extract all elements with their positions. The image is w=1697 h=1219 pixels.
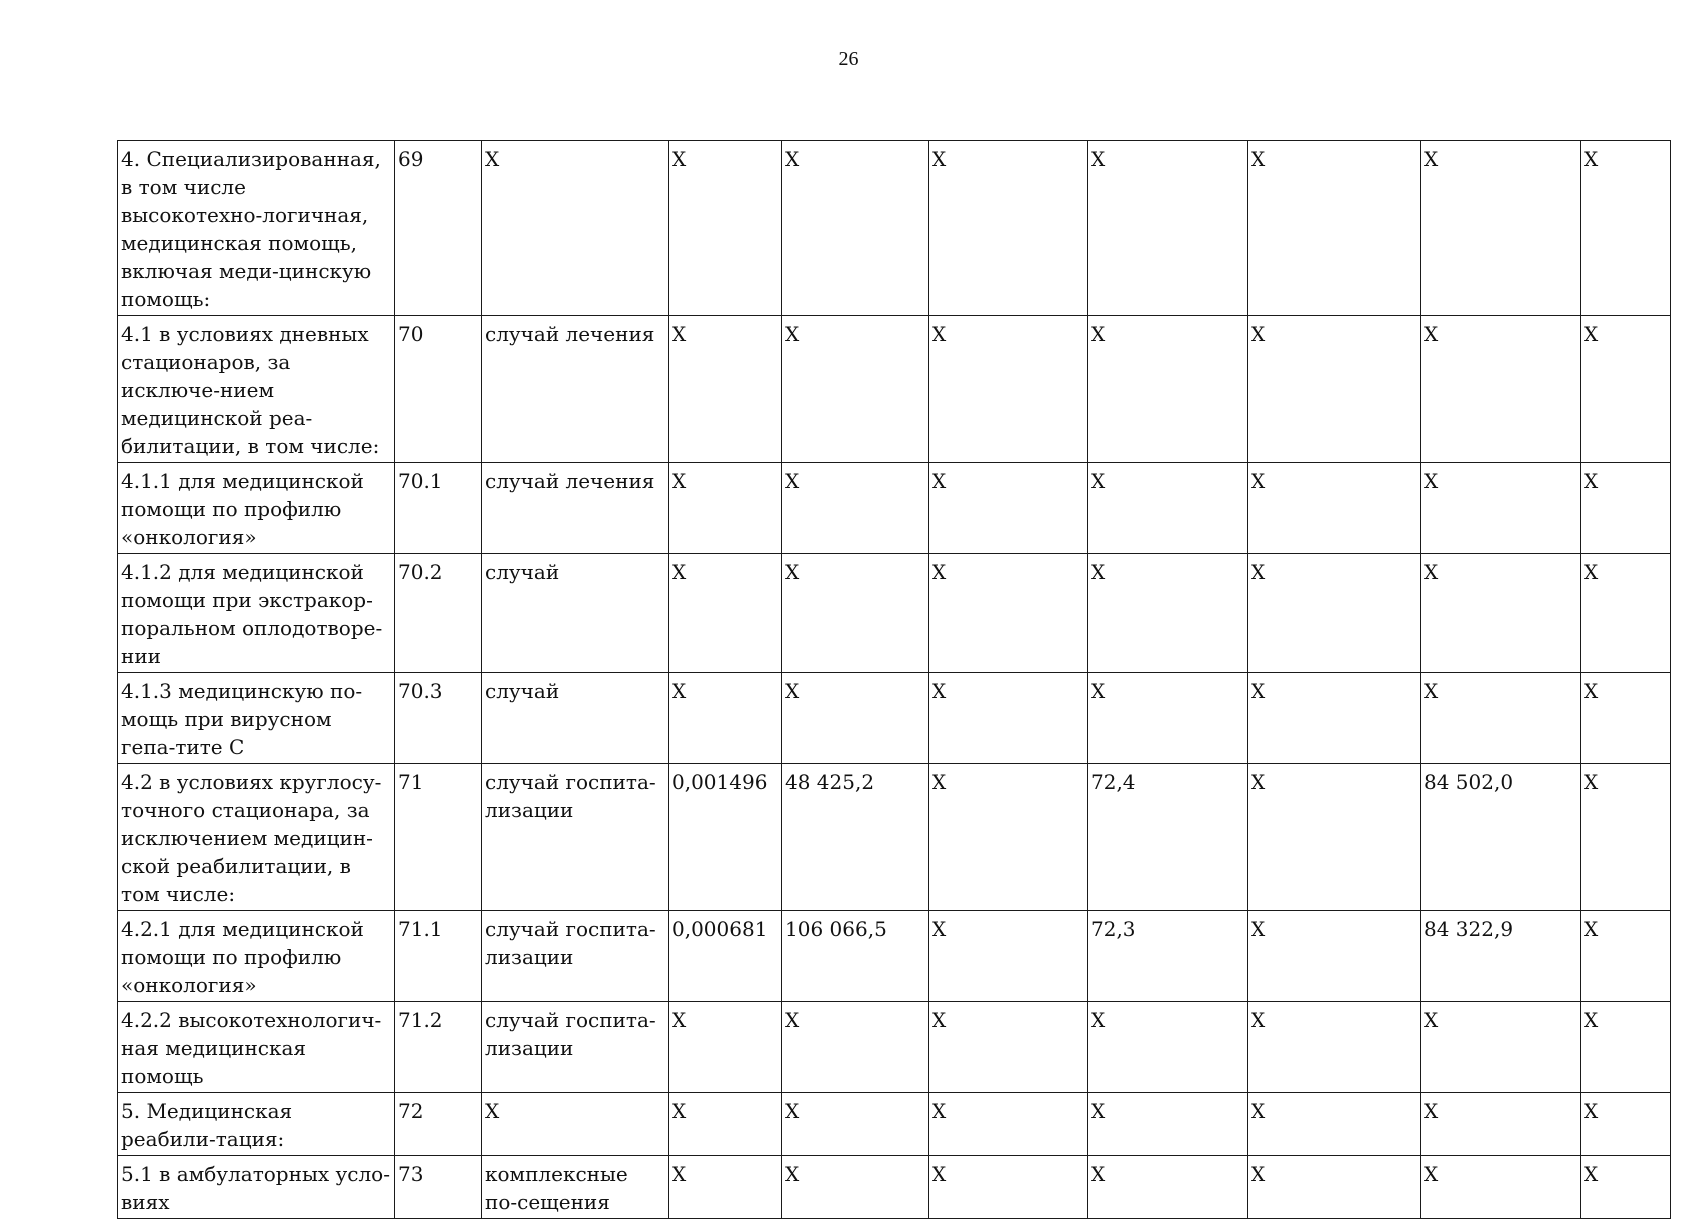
value-cell: X [1248,554,1421,673]
row-number-cell: 70.2 [395,554,482,673]
table-row [118,764,1671,911]
unit-cell: случай лечения [482,316,669,463]
row-number-cell: 71.1 [395,911,482,1002]
value-cell: X [669,1156,782,1219]
value-cell: X [782,554,929,673]
value-cell: X [1248,673,1421,764]
value-cell: X [929,1002,1088,1093]
row-number-cell: 69 [395,141,482,316]
row-label-cell: 5.1 в амбулаторных усло-виях [118,1156,395,1219]
value-cell: X [1088,673,1248,764]
value-cell: X [1248,463,1421,554]
table-row [118,1002,1671,1093]
value-cell: X [782,463,929,554]
page-number: 26 [838,48,859,70]
row-label-cell: 4.2.1 для медицинской помощи по профилю «онкология» [118,911,395,1002]
row-number-cell: 71 [395,764,482,911]
value-cell: 48 425,2 [782,764,929,911]
table-row [118,141,1671,316]
unit-cell: случай госпита-лизации [482,764,669,911]
value-cell: X [929,316,1088,463]
value-cell: 0,000681 [669,911,782,1002]
value-cell: X [782,1156,929,1219]
unit-cell: комплексные по-сещения [482,1156,669,1219]
value-cell: X [1088,316,1248,463]
table-row [118,316,1671,463]
value-cell: X [1248,911,1421,1002]
row-number-cell: 70.3 [395,673,482,764]
value-cell: X [929,911,1088,1002]
row-label-cell: 4.1 в условиях дневных стационаров, за исключе-нием медицинской реа-билитации, в том числе: [118,316,395,463]
value-cell: X [1248,1093,1421,1156]
value-cell: X [1581,554,1671,673]
value-cell: X [1421,1093,1581,1156]
table-row [118,1093,1671,1156]
value-cell: X [1421,463,1581,554]
value-cell: X [1421,673,1581,764]
unit-cell: случай [482,673,669,764]
value-cell: X [929,1093,1088,1156]
row-label-cell: 4.1.3 медицинскую по-мощь при вирусном гепа-тите С [118,673,395,764]
value-cell: X [929,673,1088,764]
value-cell: X [1421,1002,1581,1093]
unit-cell: случай госпита-лизации [482,911,669,1002]
value-cell: 0,001496 [669,764,782,911]
value-cell: 84 502,0 [1421,764,1581,911]
value-cell: X [1581,1002,1671,1093]
value-cell: X [782,316,929,463]
value-cell: X [1581,764,1671,911]
value-cell: X [1248,316,1421,463]
value-cell: X [669,316,782,463]
value-cell: X [1421,554,1581,673]
value-cell: X [1088,1093,1248,1156]
row-label-cell: 4.1.2 для медицинской помощи при экстракор-поральном оплодотворе-нии [118,554,395,673]
table-row [118,554,1671,673]
value-cell: X [669,463,782,554]
row-number-cell: 70.1 [395,463,482,554]
value-cell: X [929,554,1088,673]
value-cell: X [1581,316,1671,463]
value-cell: X [782,1093,929,1156]
data-table [117,140,1671,1219]
value-cell: X [929,463,1088,554]
value-cell: X [1248,1002,1421,1093]
value-cell: X [1421,316,1581,463]
value-cell: X [669,1002,782,1093]
value-cell: 84 322,9 [1421,911,1581,1002]
value-cell: X [669,554,782,673]
value-cell: X [1088,141,1248,316]
value-cell: X [1088,554,1248,673]
value-cell: X [1088,1002,1248,1093]
value-cell: X [782,1002,929,1093]
table-row [118,911,1671,1002]
value-cell: X [929,1156,1088,1219]
value-cell: X [1581,673,1671,764]
value-cell: X [1581,141,1671,316]
row-label-cell: 4. Специализированная, в том числе высокотехно-логичная, медицинская помощь, включая меди-цинскую помощь: [118,141,395,316]
table-row [118,673,1671,764]
value-cell: X [669,141,782,316]
value-cell: X [1581,1093,1671,1156]
row-label-cell: 5. Медицинская реабили-тация: [118,1093,395,1156]
table-row [118,463,1671,554]
value-cell: X [1421,141,1581,316]
row-number-cell: 72 [395,1093,482,1156]
value-cell: 72,3 [1088,911,1248,1002]
value-cell: X [1088,463,1248,554]
value-cell: X [782,673,929,764]
row-label-cell: 4.1.1 для медицинской помощи по профилю «онкология» [118,463,395,554]
value-cell: X [782,141,929,316]
value-cell: X [669,1093,782,1156]
value-cell: X [1581,911,1671,1002]
table-row [118,1156,1671,1219]
row-number-cell: 70 [395,316,482,463]
value-cell: 106 066,5 [782,911,929,1002]
value-cell: X [1581,463,1671,554]
row-number-cell: 71.2 [395,1002,482,1093]
row-number-cell: 73 [395,1156,482,1219]
value-cell: X [1248,141,1421,316]
value-cell: X [929,141,1088,316]
row-label-cell: 4.2.2 высокотехнологич-ная медицинская помощь [118,1002,395,1093]
value-cell: X [929,764,1088,911]
unit-cell: случай [482,554,669,673]
unit-cell: X [482,1093,669,1156]
row-label-cell: 4.2 в условиях круглосу-точного стационара, за исключением медицин-ской реабилитации, в том числе: [118,764,395,911]
value-cell: 72,4 [1088,764,1248,911]
unit-cell: X [482,141,669,316]
value-cell: X [1421,1156,1581,1219]
value-cell: X [1581,1156,1671,1219]
value-cell: X [1248,764,1421,911]
unit-cell: случай лечения [482,463,669,554]
value-cell: X [1248,1156,1421,1219]
value-cell: X [1088,1156,1248,1219]
value-cell: X [669,673,782,764]
unit-cell: случай госпита-лизации [482,1002,669,1093]
